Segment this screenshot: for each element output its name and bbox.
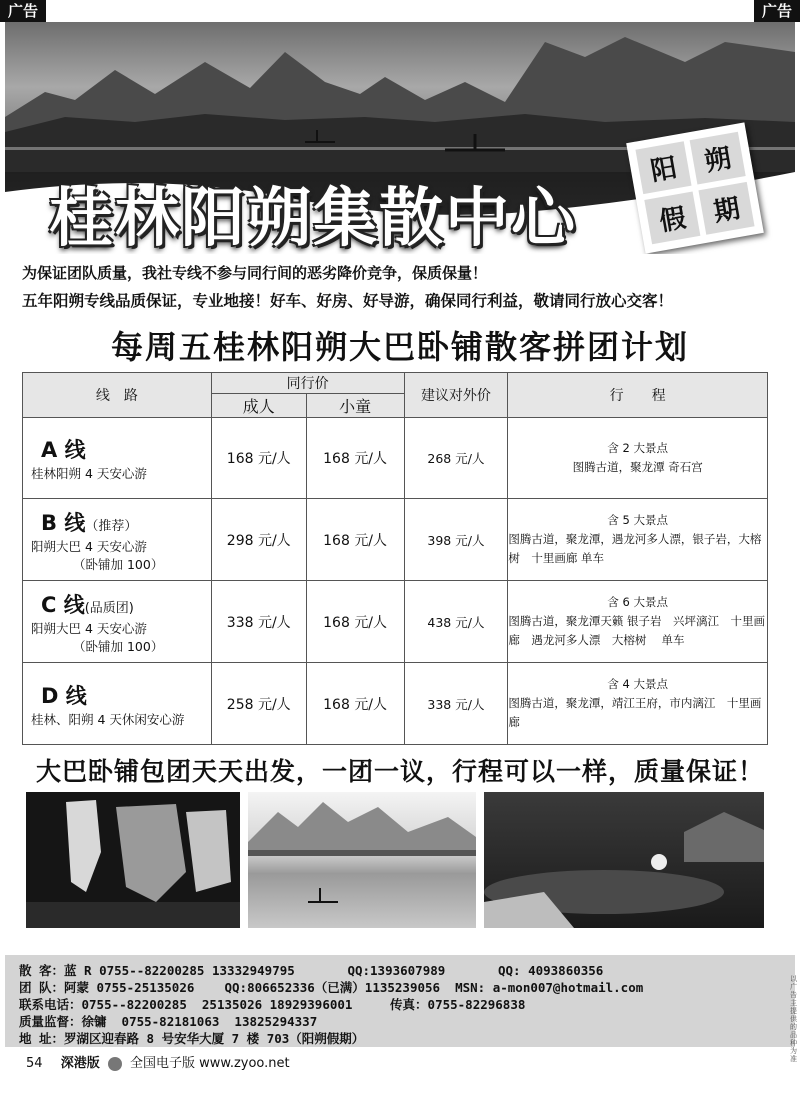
route-desc: 桂林阳朔 4 天安心游 (31, 466, 147, 481)
route-price-table (22, 372, 768, 745)
header-itinerary: 行 程 (508, 373, 768, 418)
ad-tag-right: 广告 (754, 0, 800, 22)
route-desc: 阳朔大巴 4 天安心游 (31, 620, 147, 636)
edition-label: 深港版 (60, 1056, 100, 1071)
route-name: D 线 (41, 683, 87, 708)
child-price: 168 元/人 (306, 663, 404, 745)
contact-line: 联系电话：0755--82200285 25135026 18929396001 传真：0755-82296838 (19, 997, 526, 1012)
badge-char: 假 (644, 191, 700, 244)
child-price: 168 元/人 (306, 418, 404, 499)
website-label: 全国电子版 www.zyoo.net (129, 1056, 290, 1071)
header-adult: 成人 (211, 394, 306, 418)
header-suggested-price: 建议对外价 (404, 373, 508, 418)
river-karst-photo (248, 792, 476, 928)
ad-tag-left: 广告 (0, 0, 46, 22)
itinerary: 含 4 大景点 图腾古道，聚龙潭，靖江王府，市内漓江 十里画廊 (508, 663, 768, 745)
sleeper-surcharge: （卧铺加 100） (73, 638, 164, 654)
route-desc: 阳朔大巴 4 天安心游 (31, 538, 147, 554)
table-row (23, 499, 768, 581)
night-pond-photo (484, 792, 764, 928)
adult-price: 298 元/人 (211, 499, 306, 581)
badge-char: 期 (698, 182, 754, 235)
itinerary: 含 5 大景点 图腾古道，聚龙潭，遇龙河多人漂，银子岩，大榕树 十里画廊 单车 (508, 499, 768, 581)
page-footer (26, 1052, 290, 1071)
side-note: 以广告主提供的品种为准 (790, 975, 797, 1063)
header-route: 线 路 (23, 373, 212, 418)
contact-line: 团 队：阿蒙 0755-25135026 QQ:806652336（已满）1135239056 MSN: a-mon007@hotmail.com (19, 980, 644, 995)
table-row (23, 581, 768, 663)
yangshuo-holiday-badge (626, 122, 764, 253)
cave-photo (26, 792, 240, 928)
adult-price: 338 元/人 (211, 581, 306, 663)
hero-title: 桂林阳朔集散中心 (49, 182, 577, 254)
plan-title: 每周五桂林阳朔大巴卧铺散客拼团计划 (110, 328, 689, 366)
badge-char: 阳 (635, 141, 691, 194)
publisher-logo-icon (108, 1057, 122, 1071)
itinerary: 含 6 大景点 图腾古道，聚龙潭天籁 银子岩 兴坪漓江 十里画廊 遇龙河多人漂 大榕树 单车 (508, 581, 768, 663)
header-child: 小童 (306, 394, 404, 418)
contact-line: 地 址：罗湖区迎春路 8 号安华大厦 7 楼 703（阳朔假期） (19, 1031, 365, 1046)
hero-banner (5, 22, 795, 254)
itinerary: 含 2 大景点 图腾古道，聚龙潭 奇石宫 (508, 418, 768, 499)
header-peer-price: 同行价 (211, 373, 404, 394)
table-row (23, 418, 768, 499)
route-name: B 线（推荐） (41, 510, 138, 535)
badge-char: 朔 (690, 132, 746, 185)
contact-line: 散 客：蓝 R 0755--82200285 13332949795 QQ:1393607989 QQ: 4093860356 (19, 963, 604, 978)
suggested-price: 268 元/人 (404, 418, 508, 499)
child-price: 168 元/人 (306, 499, 404, 581)
suggested-price: 338 元/人 (404, 663, 508, 745)
intro-line-1: 为保证团队质量，我社专线不参与同行间的恶劣降价竞争，保质保量！ (22, 264, 488, 282)
page-number: 54 (26, 1056, 43, 1071)
route-name: C 线(品质团) (41, 592, 134, 617)
intro-line-2: 五年阳朔专线品质保证，专业地接！好车、好房、好导游，确保同行利益，敬请同行放心交客！ (22, 292, 674, 310)
daily-departure-banner: 大巴卧铺包团天天出发，一团一议，行程可以一样，质量保证！ (35, 757, 764, 786)
adult-price: 258 元/人 (211, 663, 306, 745)
sleeper-surcharge: （卧铺加 100） (73, 556, 164, 572)
table-row (23, 663, 768, 745)
route-desc: 桂林、阳朔 4 天休闲安心游 (31, 711, 185, 727)
contact-line: 质量监督：徐镛 0755-82181063 13825294337 (19, 1014, 318, 1029)
child-price: 168 元/人 (306, 581, 404, 663)
suggested-price: 398 元/人 (404, 499, 508, 581)
route-name: A 线 (41, 438, 86, 462)
suggested-price: 438 元/人 (404, 581, 508, 663)
contact-info-panel (5, 955, 795, 1047)
adult-price: 168 元/人 (211, 418, 306, 499)
